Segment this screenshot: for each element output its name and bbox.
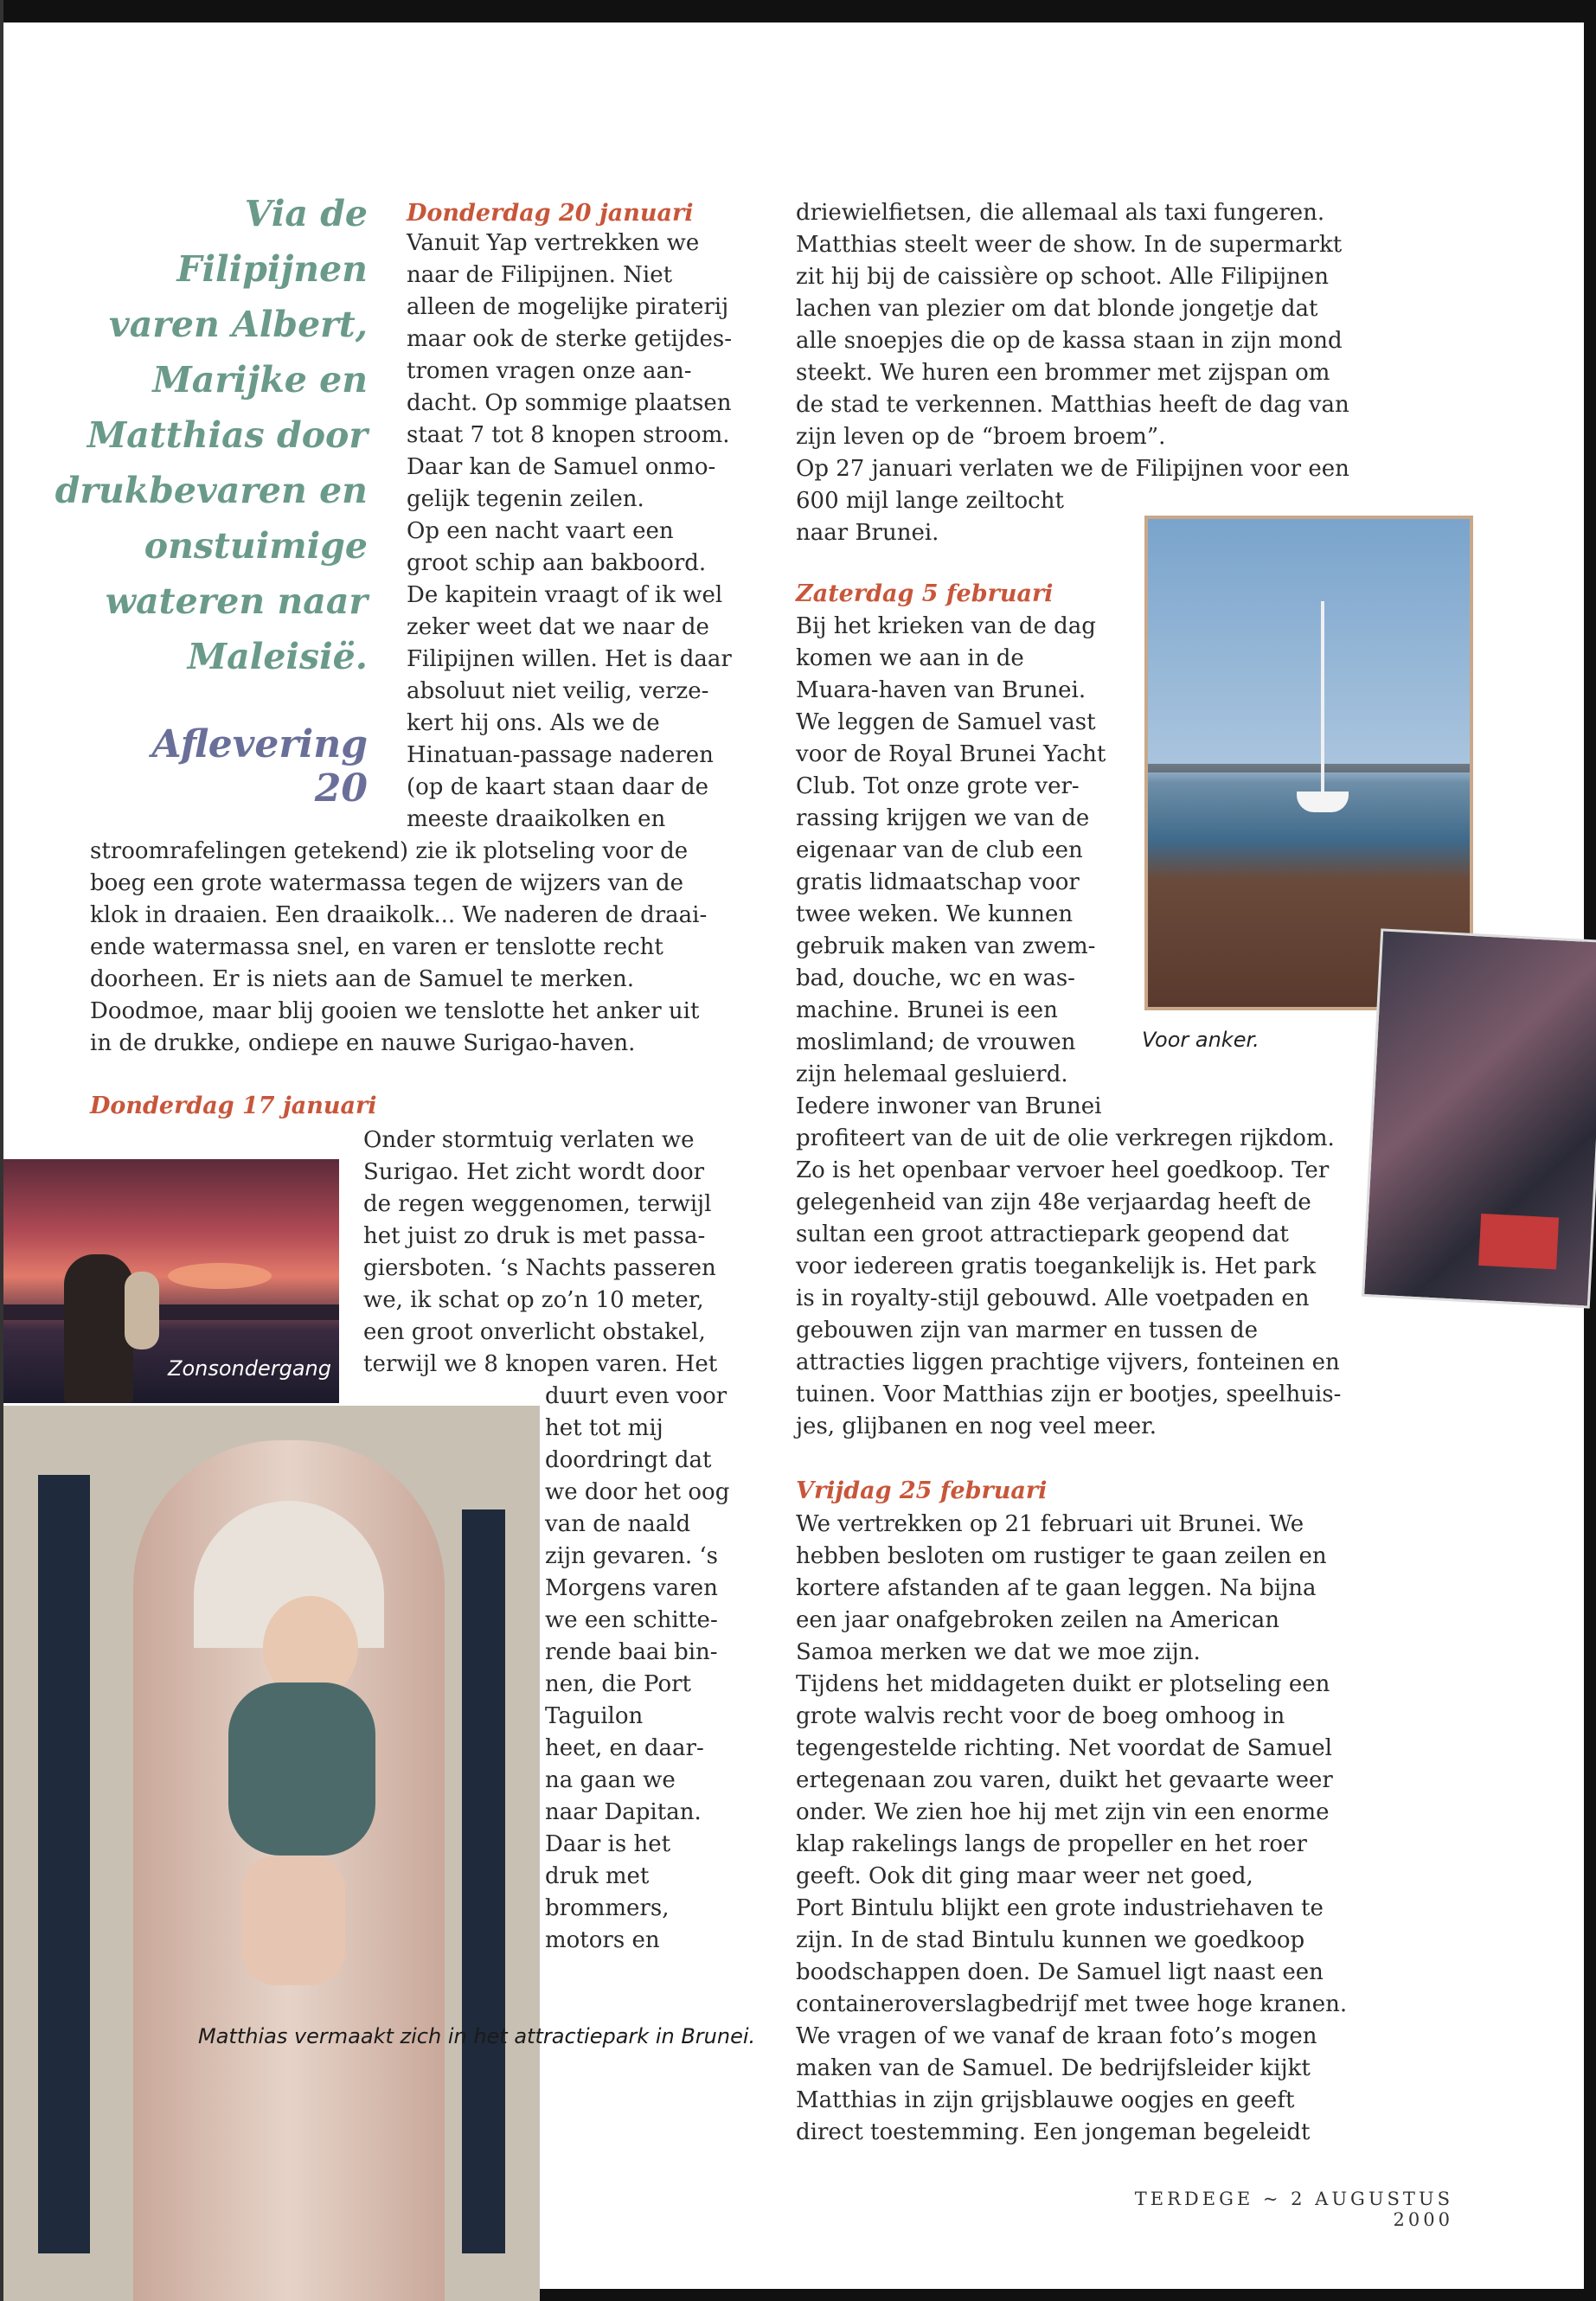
- text-line: giersboten. ‘s Nachts passeren: [363, 1255, 716, 1281]
- text-line: naar de Filipijnen. Niet: [407, 262, 673, 288]
- text-line: Matthias steelt weer de show. In de supermarkt: [796, 232, 1343, 258]
- text-line: De kapitein vraagt of ik wel: [407, 582, 723, 608]
- slide-frame-left: [38, 1475, 90, 2253]
- text-line: nen, die Port: [545, 1671, 691, 1697]
- text-line: tromen vragen onze aan-: [407, 358, 692, 384]
- text-line: dacht. Op sommige plaatsen: [407, 390, 732, 416]
- text-line: rassing krijgen we van de: [796, 805, 1090, 831]
- text-25-februari: [796, 1509, 1384, 2149]
- text-line: Bij het krieken van de dag: [796, 613, 1096, 639]
- text-line: onstuimige: [144, 525, 368, 567]
- text-line: Doodmoe, maar blij gooien we tenslotte het anker uit: [90, 998, 700, 1024]
- text-line: terwijl we 8 knopen varen. Het: [363, 1351, 718, 1377]
- text-line: klap rakelings langs de propeller en het roer: [796, 1831, 1307, 1857]
- text-line: van de naald: [545, 1511, 691, 1537]
- episode-label: Aflevering 20: [151, 722, 368, 811]
- text-20-januari-narrow: [407, 228, 770, 836]
- text-line: we, ik schat op zo’n 10 meter,: [363, 1287, 704, 1313]
- text-line: we een schitte-: [545, 1607, 718, 1633]
- text-line: profiteert van de uit de olie verkregen rijkdom.: [796, 1125, 1335, 1151]
- text-line: maar ook de sterke getijdes-: [407, 326, 732, 352]
- text-line: klok in draaien. Een draaikolk... We naderen de draai-: [90, 902, 708, 928]
- text-line: sultan een groot attractiepark geopend dat: [796, 1221, 1289, 1247]
- heading-20-januari: Donderdag 20 januari: [407, 200, 694, 227]
- text-line: ertegenaan zou varen, duikt het gevaarte weer: [796, 1767, 1333, 1793]
- text-line: stroomrafelingen getekend) zie ik plotseling voor de: [90, 838, 689, 864]
- text-line: gebruik maken van zwem-: [796, 933, 1096, 959]
- text-line: We vragen of we vanaf de kraan foto’s mogen: [796, 2023, 1317, 2049]
- slide-frame-right: [462, 1509, 505, 2253]
- text-line: de stad te verkennen. Matthias heeft de dag van: [796, 392, 1349, 418]
- caption-slide: Matthias vermaakt zich in het attractiepark in Brunei.: [198, 2024, 756, 2048]
- text-line: moslimland; de vrouwen: [796, 1029, 1076, 1055]
- text-line: attracties liggen prachtige vijvers, fonteinen en: [796, 1349, 1340, 1375]
- text-line: tuinen. Voor Matthias zijn er bootjes, speelhuis-: [796, 1381, 1342, 1407]
- text-line: heet, en daar-: [545, 1735, 704, 1761]
- text-line: doordringt dat: [545, 1447, 712, 1473]
- text-line: brommers,: [545, 1895, 670, 1921]
- sunset-photo: [3, 1159, 339, 1403]
- child-silhouette: [125, 1272, 159, 1349]
- text-line: Vanuit Yap vertrekken we: [407, 230, 700, 256]
- text-filipijnen-top: [796, 197, 1384, 485]
- text-line: boodschappen doen. De Samuel ligt naast een: [796, 1959, 1324, 1985]
- slide-photo: [3, 1406, 540, 2301]
- toddler-legs: [241, 1856, 345, 1985]
- text-line: bad, douche, wc en was-: [796, 965, 1075, 991]
- text-line: Filipijnen willen. Het is daar: [407, 646, 732, 672]
- text-line: steekt. We huren een brommer met zijspan om: [796, 360, 1330, 386]
- text-line: zit hij bij de caissière op schoot. Alle Filipijnen: [796, 264, 1329, 290]
- text-line: Club. Tot onze grote ver-: [796, 773, 1080, 799]
- text-5-februari-narrow: [796, 611, 1133, 1123]
- text-line: kortere afstanden af te gaan leggen. Na bijna: [796, 1575, 1317, 1601]
- text-line: We vertrekken op 21 februari uit Brunei. We: [796, 1511, 1304, 1537]
- text-line: Port Bintulu blijkt een grote industriehaven te: [796, 1895, 1324, 1921]
- text-line: boeg een grote watermassa tegen de wijzers van de: [90, 870, 683, 896]
- text-line: containeroverslagbedrijf met twee hoge kranen.: [796, 1991, 1348, 2017]
- text-line: gelijk tegenin zeilen.: [407, 486, 644, 512]
- text-line: onder. We zien hoe hij met zijn vin een enorme: [796, 1799, 1330, 1825]
- text-line: het tot mij: [545, 1415, 663, 1441]
- text-line: gebouwen zijn van marmer en tussen de: [796, 1317, 1259, 1343]
- shop-sign: [1478, 1214, 1559, 1270]
- text-line: 600 mijl lange zeiltocht: [796, 488, 1064, 514]
- text-line: voor de Royal Brunei Yacht: [796, 741, 1106, 767]
- text-line: Via de Filipijnen: [176, 193, 368, 290]
- text-line: Daar is het: [545, 1831, 671, 1857]
- text-5-februari-wide: [796, 1123, 1384, 1443]
- text-line: voor iedereen gratis toegankelijk is. Het park: [796, 1253, 1317, 1279]
- page-border-top: [0, 0, 1596, 22]
- text-line: Hinatuan-passage naderen: [407, 742, 714, 768]
- heading-5-februari: Zaterdag 5 februari: [796, 580, 1054, 607]
- text-line: Maleisië.: [187, 636, 368, 677]
- text-line: het juist zo druk is met passa-: [363, 1223, 706, 1249]
- text-line: maken van de Samuel. De bedrijfsleider kijkt: [796, 2055, 1311, 2081]
- sailboat-mast: [1321, 601, 1324, 800]
- text-line: zeker weet dat we naar de: [407, 614, 709, 640]
- text-line: Zo is het openbaar vervoer heel goedkoop. Ter: [796, 1157, 1330, 1183]
- text-line: zijn helemaal gesluierd.: [796, 1061, 1068, 1087]
- text-line: rende baai bin-: [545, 1639, 718, 1665]
- text-line: zijn leven op de “broem broem”.: [796, 424, 1166, 450]
- sun-shape: [168, 1263, 272, 1289]
- text-line: lachen van plezier om dat blonde jongetje dat: [796, 296, 1318, 322]
- text-line: grote walvis recht voor de boeg omhoog in: [796, 1703, 1285, 1729]
- text-line: driewielfietsen, die allemaal als taxi fungeren.: [796, 200, 1325, 226]
- text-line: zijn. In de stad Bintulu kunnen we goedkoop: [796, 1927, 1305, 1953]
- intro-quote: [52, 186, 368, 684]
- text-line: duurt even voor: [545, 1383, 727, 1409]
- text-17-januari-a: [363, 1125, 770, 1381]
- text-line: jes, glijbanen en nog veel meer.: [796, 1413, 1157, 1439]
- text-line: Matthias door: [87, 414, 368, 456]
- text-line: gelegenheid van zijn 48e verjaardag heeft de: [796, 1189, 1311, 1215]
- text-line: direct toestemming. Een jongeman begeleidt: [796, 2119, 1311, 2145]
- text-line: Surigao. Het zicht wordt door: [363, 1159, 705, 1185]
- text-line: kert hij ons. Als we de: [407, 710, 660, 736]
- supermarket-photo: [1362, 928, 1596, 1308]
- text-line: alle snoepjes die op de kassa staan in zijn mond: [796, 328, 1343, 354]
- toddler-shirt: [228, 1682, 375, 1856]
- text-line: machine. Brunei is een: [796, 997, 1058, 1023]
- text-line: we door het oog: [545, 1479, 730, 1505]
- text-line: in de drukke, ondiepe en nauwe Surigao-haven.: [90, 1030, 636, 1056]
- text-line: de regen weggenomen, terwijl: [363, 1191, 712, 1217]
- text-line: staat 7 tot 8 knopen stroom.: [407, 422, 730, 448]
- text-line: geeft. Ook dit ging maar weer net goed,: [796, 1863, 1253, 1889]
- text-line: eigenaar van de club een: [796, 837, 1083, 863]
- text-line: doorheen. Er is niets aan de Samuel te merken.: [90, 966, 634, 992]
- text-line: Morgens varen: [545, 1575, 718, 1601]
- text-line: druk met: [545, 1863, 650, 1889]
- text-filipijnen-narrow: [796, 485, 1125, 549]
- heading-17-januari: Donderdag 17 januari: [90, 1093, 377, 1119]
- text-line: een jaar onafgebroken zeilen na American: [796, 1607, 1279, 1633]
- text-line: tegengestelde richting. Net voordat de Samuel: [796, 1735, 1333, 1761]
- footer-publication: TERDEGE ~ 2 AUGUSTUS 2000: [1134, 2189, 1453, 2230]
- text-line: motors en: [545, 1927, 660, 1953]
- text-line: ende watermassa snel, en varen er tenslotte recht: [90, 934, 663, 960]
- text-line: twee weken. We kunnen: [796, 901, 1074, 927]
- text-line: groot schip aan bakboord.: [407, 550, 707, 576]
- text-line: drukbevaren en: [54, 470, 368, 511]
- text-line: Taguilon: [545, 1703, 644, 1729]
- text-line: alleen de mogelijke piraterij: [407, 294, 729, 320]
- caption-anchor: Voor anker.: [1142, 1028, 1259, 1052]
- text-17-januari-b: [545, 1381, 770, 1957]
- text-line: (op de kaart staan daar de: [407, 774, 709, 800]
- text-line: Op 27 januari verlaten we de Filipijnen voor een: [796, 456, 1349, 482]
- heading-25-februari: Vrijdag 25 februari: [796, 1477, 1048, 1504]
- text-line: Daar kan de Samuel onmo-: [407, 454, 716, 480]
- text-line: naar Brunei.: [796, 520, 939, 546]
- harbor-far-shore: [1148, 764, 1470, 772]
- text-line: varen Albert,: [108, 304, 368, 345]
- text-line: Samoa merken we dat we moe zijn.: [796, 1639, 1201, 1665]
- skyline-shape: [3, 1304, 339, 1320]
- text-line: Onder stormtuig verlaten we: [363, 1127, 695, 1153]
- text-line: We leggen de Samuel vast: [796, 709, 1096, 735]
- text-line: hebben besloten om rustiger te gaan zeilen en: [796, 1543, 1327, 1569]
- caption-sunset: Zonsondergang: [168, 1356, 331, 1381]
- text-line: Tijdens het middageten duikt er plotseling een: [796, 1671, 1330, 1697]
- text-line: gratis lidmaatschap voor: [796, 869, 1080, 895]
- text-line: wateren naar: [105, 580, 368, 622]
- text-line: Muara-haven van Brunei.: [796, 677, 1086, 703]
- mother-silhouette: [64, 1254, 133, 1403]
- sailboat-hull: [1297, 792, 1349, 812]
- text-line: Op een nacht vaart een: [407, 518, 674, 544]
- text-line: komen we aan in de: [796, 645, 1024, 671]
- text-line: Iedere inwoner van Brunei: [796, 1093, 1102, 1119]
- text-line: is in royalty-stijl gebouwd. Alle voetpaden en: [796, 1285, 1310, 1311]
- text-line: na gaan we: [545, 1767, 676, 1793]
- text-20-januari-wide: [90, 836, 765, 1060]
- text-line: naar Dapitan.: [545, 1799, 702, 1825]
- text-line: absoluut niet veilig, verze-: [407, 678, 709, 704]
- text-line: een groot onverlicht obstakel,: [363, 1319, 706, 1345]
- text-line: Marijke en: [152, 359, 368, 401]
- text-line: zijn gevaren. ‘s: [545, 1543, 719, 1569]
- text-line: Matthias in zijn grijsblauwe oogjes en geeft: [796, 2087, 1295, 2113]
- text-line: meeste draaikolken en: [407, 806, 666, 832]
